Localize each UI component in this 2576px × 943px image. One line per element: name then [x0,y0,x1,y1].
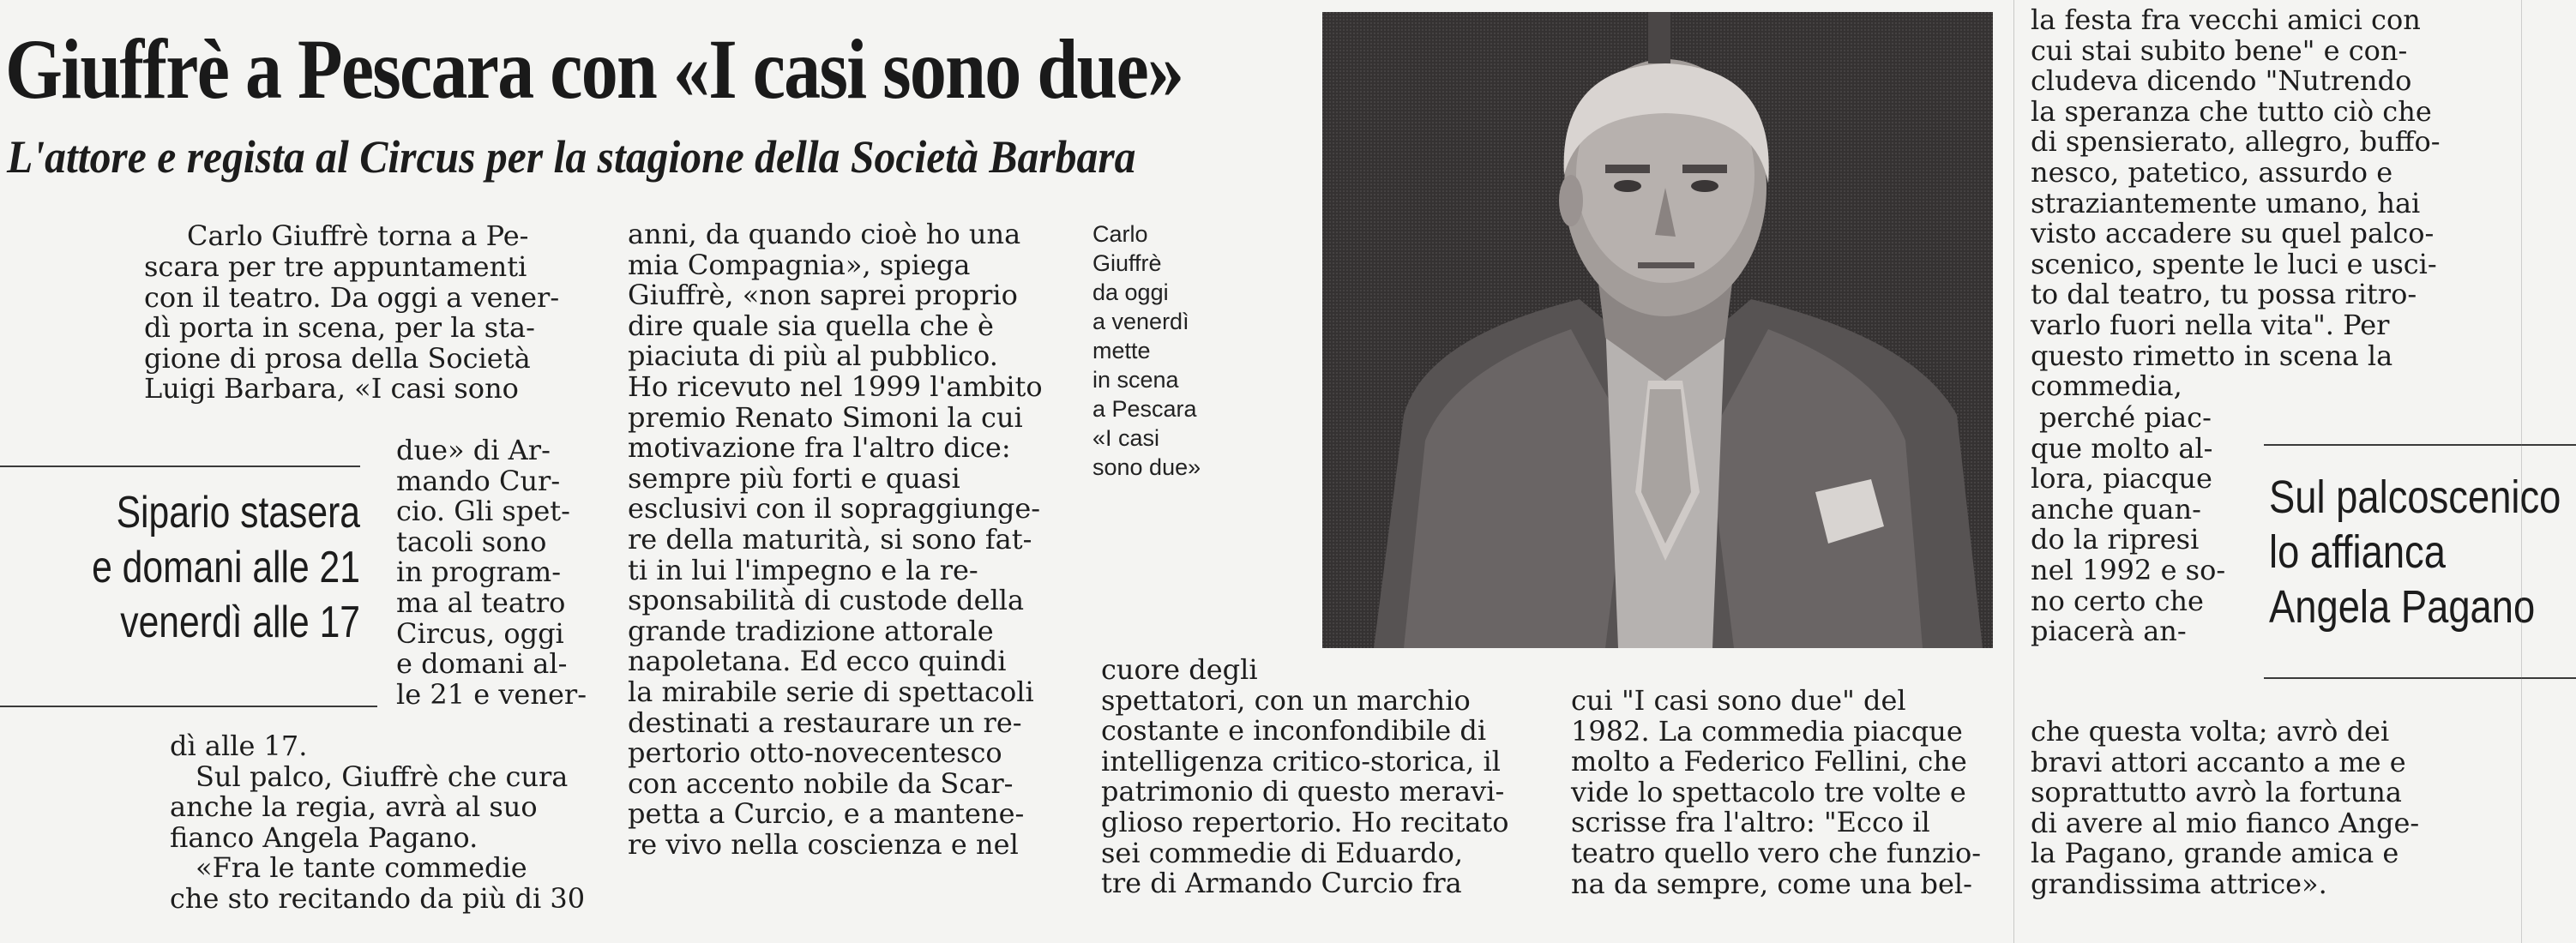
text-line: dì porta in scena, per la sta- [144,311,535,345]
text-line: sponsabilità di custode della [628,584,1025,617]
text-line: intelligenza critico-storica, il [1101,744,1501,778]
text-line: mia Compagnia», spiega [628,248,971,281]
text-line: questo rimetto in scena la [2031,339,2393,372]
column-5-bottom [2031,717,2477,900]
text-line: petta a Curcio, e a mantene- [628,797,1025,831]
text-line: con il teatro. Da oggi a vener- [144,280,560,314]
text-line: re vivo nella coscienza e nel [628,827,1019,861]
headline: Giuffrè a Pescara con «I casi sono due» [5,21,1183,117]
caption-line: mette [1092,338,1151,363]
pullquote-line: Sul palcoscenico [2269,472,2561,523]
text-line: cui "I casi sono due" del [1571,684,1906,717]
pullquote-left [65,485,360,650]
text-line: motivazione fra l'altro dice: [628,431,1011,465]
photo-caption [1092,219,1247,482]
text-line: anche la regia, avrà al suo [170,790,538,824]
text-line: glioso repertorio. Ho recitato [1101,805,1509,838]
text-line: to dal teatro, tu possa ritro- [2031,278,2417,311]
text-line: bravi attori accanto a me e [2031,745,2406,778]
column-1-top-rest [144,252,581,405]
column-4 [1571,686,2017,899]
text-line: scenico, spente le luci e usci- [2031,247,2437,280]
text-line: di avere al mio fianco Ange- [2031,806,2420,839]
text-line: tre di Armando Curcio fra [1101,867,1462,900]
text-line: cludeva dicendo "Nutrendo [2031,64,2412,98]
text-line: ti in lui l'impegno e la re- [628,553,978,586]
text-line: vide lo spettacolo tre volte e [1571,775,1966,808]
text-line: na da sempre, come una bel- [1571,867,1972,900]
text-line: anni, da quando cioè ho una [628,218,1021,250]
text-line: e domani al- [396,647,568,681]
text-line: commedia, [2031,369,2182,403]
text-line: «Fra le tante commedie [196,851,527,885]
pullquote-rule-top [0,465,360,467]
portrait-photo [1322,12,1993,648]
text-line: perché piac- [2039,401,2212,434]
text-line: ma al teatro [396,586,566,619]
column-divider [2013,0,2014,943]
caption-line: Carlo [1092,221,1148,247]
text-line: le 21 e vener- [396,677,587,711]
pullquote-line: e domani alle 21 [92,543,360,592]
pullquote-rule-bottom [0,706,377,707]
text-line: gione di prosa della Società [144,341,531,375]
text-line: patrimonio di questo meravi- [1101,775,1505,808]
text-line: la festa fra vecchi amici con [2031,3,2421,36]
pullquote-right-rule-bottom [2264,677,2576,679]
text-line: piacerà an- [2031,615,2187,648]
text-line: que molto al- [2031,431,2213,465]
text-line: che questa volta; avrò dei [2031,715,2390,748]
caption-line: sono due» [1092,454,1201,480]
text-line: la Pagano, grande amica e [2031,837,2399,870]
pullquote-right [2269,470,2572,634]
text-line: in program- [396,556,562,589]
text-line: sei commedie di Eduardo, [1101,836,1464,869]
text-line: Circus, oggi [396,616,564,650]
text-line: varlo fuori nella vita". Per [2031,308,2390,341]
text-line: 1982. La commedia piacque [1571,714,1963,748]
column-1-top [187,221,581,252]
text-line: destinati a restaurare un re- [628,706,1022,739]
text-line: lora, piacque [2031,462,2212,496]
text-line: sempre più forti e quasi [628,461,960,495]
text-line: grandissima attrice». [2031,867,2327,900]
text-line: napoletana. Ed ecco quindi [628,645,1007,678]
text-line: di spensierato, allegro, buffo- [2031,125,2441,159]
column-5-top [2031,5,2459,402]
text-line: fianco Angela Pagano. [170,820,478,854]
pullquote-line: venerdì alle 17 [120,598,360,647]
caption-line: in scena [1092,367,1179,393]
text-line: Carlo Giuffrè torna a Pe- [187,219,529,252]
text-line: nel 1992 e so- [2031,553,2226,586]
text-line: re della maturità, si sono fat- [628,522,1032,556]
text-line: no certo che [2031,584,2204,617]
text-line: molto a Federico Fellini, che [1571,745,1967,778]
column-3 [1101,655,1547,899]
caption-line: a Pescara [1092,396,1197,422]
caption-line: a venerdì [1092,309,1189,334]
text-line: con accento nobile da Scar- [628,766,1014,800]
text-line: cio. Gli spet- [396,495,570,528]
column-5-narrow [2031,403,2262,647]
text-line: spettatori, con un marchio [1101,683,1471,717]
subheadline: L'attore e regista al Circus per la stagione della Società Barbara [7,131,1136,183]
text-line: straziantemente umano, hai [2031,186,2421,219]
text-line: la mirabile serie di spettacoli [628,675,1034,708]
column-1-bottom [170,731,590,915]
text-line: esclusivi con il sopraggiunge- [628,492,1041,526]
text-line: Luigi Barbara, «I casi sono [144,372,519,405]
text-line: grande tradizione attorale [628,614,994,647]
text-line: due» di Ar- [396,434,551,466]
text-line: cuore degli [1101,653,1258,686]
text-line: Giuffrè, «non saprei proprio [628,279,1018,312]
pullquote-line: Angela Pagano [2269,581,2536,633]
text-line: visto accadere su quel palco- [2031,217,2435,250]
text-line: cui stai subito bene" e con- [2031,33,2408,67]
text-line: teatro quello vero che funzio- [1571,836,1982,869]
pullquote-line: Sipario stasera [116,488,360,538]
text-line: Sul palco, Giuffrè che cura [196,760,569,793]
text-line: scara per tre appuntamenti [144,250,527,283]
caption-line: Giuffrè [1092,250,1162,276]
text-line: pertorio otto-novecentesco [628,736,1002,770]
text-line: costante e inconfondibile di [1101,714,1487,748]
column-1-narrow [396,435,585,710]
text-line: mando Cur- [396,464,561,497]
text-line: anche quan- [2031,492,2201,526]
text-line: nesco, patetico, assurdo e [2031,155,2393,189]
text-line: dì alle 17. [170,730,308,762]
text-line: piaciuta di più al pubblico. [628,339,998,373]
text-line: do la ripresi [2031,523,2200,556]
pullquote-line: lo affianca [2269,526,2446,578]
column-divider [2521,0,2522,943]
caption-line: da oggi [1092,279,1169,305]
column-2 [628,219,1074,860]
portrait-image [1322,12,1993,648]
text-line: soprattutto avrò la fortuna [2031,776,2402,809]
text-line: Ho ricevuto nel 1999 l'ambito [628,369,1043,403]
pullquote-right-rule-top [2264,444,2576,446]
text-line: scrisse fra l'altro: "Ecco il [1571,806,1930,839]
text-line: la speranza che tutto ciò che [2031,94,2432,128]
text-line: premio Renato Simoni la cui [628,400,1023,434]
caption-line: «I casi [1092,425,1160,451]
text-line: tacoli sono [396,525,547,558]
text-line: che sto recitando da più di 30 [170,881,586,915]
text-line: dire quale sia quella che è [628,309,994,342]
